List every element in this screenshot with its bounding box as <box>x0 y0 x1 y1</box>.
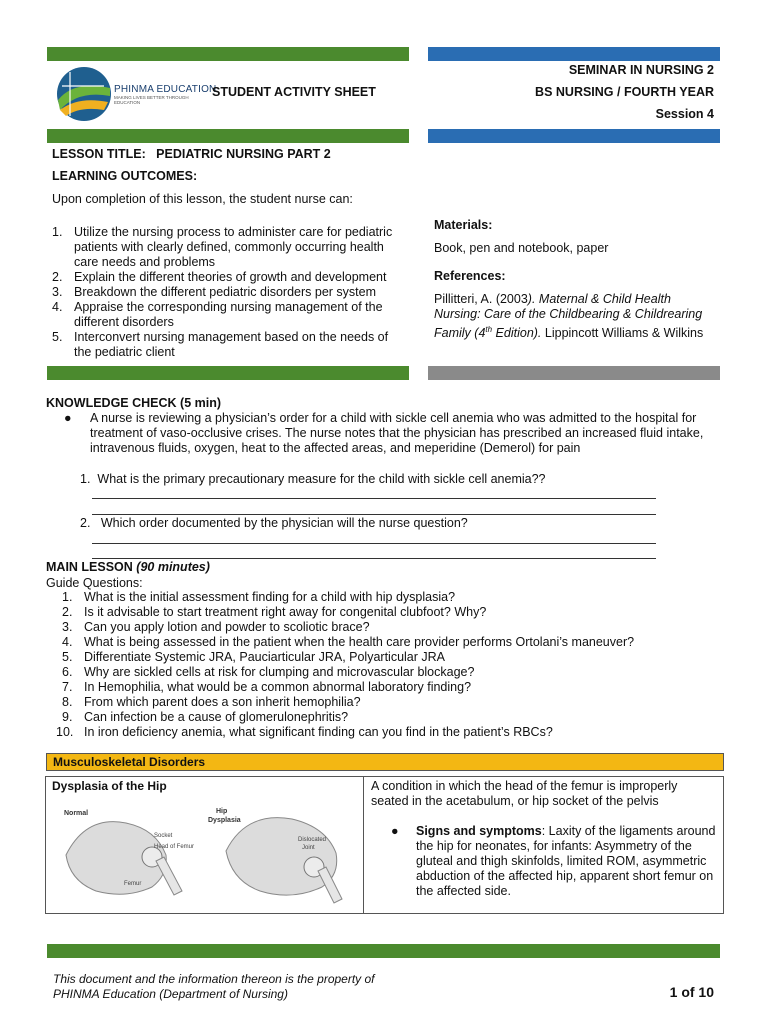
scenario-text: A nurse is reviewing a physician’s order for a child with sickle cell anemia who was admitted to the hospital for treatment of vaso-occlusive crises. The nurse notes that the physician has prescribed an increased fluid intake, intravenous fluids, oxygen, heat to the affected areas, and meperidine (Demerol) for pain <box>90 411 704 455</box>
references-label: References: <box>434 269 506 283</box>
list-item: 4. Appraise the corresponding nursing management of the different disorders <box>52 300 383 329</box>
answer-line[interactable] <box>92 558 656 559</box>
signs-and-symptoms: ● Signs and symptoms: Laxity of the ligaments around the hip for neonates, for infants: Asymmetry of the gluteal and thigh skinfolds, limited ROM, asymmetric abduction of the affected hip, apparent short femur on the affected side. <box>391 824 716 898</box>
disorder-image-cell <box>46 777 364 913</box>
fig-label-head-of-femur: Head of Femur <box>154 844 195 850</box>
outcomes-intro: Upon completion of this lesson, the student nurse can: <box>52 192 353 206</box>
hip-dysplasia-illustration <box>56 795 356 909</box>
fig-label-normal: Normal <box>64 810 89 817</box>
kc-question-1: 1. What is the primary precautionary measure for the child with sickle cell anemia?? <box>80 472 546 486</box>
phinma-logo <box>56 66 112 122</box>
list-item: 5. Differentiate Systemic JRA, Pauciarticular JRA, Polyarticular JRA <box>62 650 445 664</box>
guide-questions-list <box>56 590 720 740</box>
logo-text: PHINMA EDUCATION <box>114 84 217 95</box>
guide-questions-label: Guide Questions: <box>46 576 143 590</box>
materials-value: Book, pen and notebook, paper <box>434 241 609 255</box>
footer-bar <box>47 944 720 958</box>
list-item: 4. What is being assessed in the patient when the health care provider performs Ortolani’s maneuver? <box>62 635 635 649</box>
doc-type: STUDENT ACTIVITY SHEET <box>212 85 376 99</box>
program: BS NURSING / FOURTH YEAR <box>535 85 714 99</box>
header-bar-left <box>47 47 409 61</box>
list-item: 10. In iron deficiency anemia, what significant finding can you find in the patient’s RBCs? <box>56 725 553 739</box>
kc-question-2: 2. Which order documented by the physician will the nurse question? <box>80 516 468 530</box>
session: Session 4 <box>655 107 714 121</box>
answer-line[interactable] <box>92 498 656 499</box>
list-item: 9. Can infection be a cause of glomerulonephritis? <box>62 710 349 724</box>
scenario-bullet: ● A nurse is reviewing a physician’s order for a child with sickle cell anemia who was admitted to the hospital for treatment of vaso-occlusive crises. The nurse notes that the physician has prescribed an increased fluid intake, intravenous fluids, oxygen, heat to the affected areas, and meperidine (Demerol) for pain <box>64 411 720 456</box>
answer-line[interactable] <box>92 543 656 544</box>
list-item: 2. Explain the different theories of growth and development <box>52 270 387 284</box>
lesson-title <box>52 147 331 161</box>
disorder-name: Dysplasia of the Hip <box>52 779 167 793</box>
fig-label-femur: Femur <box>124 881 142 887</box>
fig-label-hip: Hip <box>216 808 228 815</box>
page-number: 1 of 10 <box>669 984 714 1000</box>
materials-label: Materials: <box>434 218 493 232</box>
disorder-definition: A condition in which the head of the femur is improperly seated in the acetabulum, or hip socket of the pelvis <box>371 779 678 808</box>
list-item: 3. Breakdown the different pediatric disorders per system <box>52 285 377 299</box>
main-lesson-heading: MAIN LESSON (90 minutes) <box>46 560 210 574</box>
logo-tagline: MAKING LIVES BETTER THROUGH EDUCATION <box>114 95 189 105</box>
footer-note: This document and the information thereon is the property of PHINMA Education (Department of Nursing) <box>53 972 375 1001</box>
list-item: 2. Is it advisable to start treatment right away for congenital clubfoot? Why? <box>62 605 487 619</box>
section-bar-right <box>428 366 720 380</box>
fig-label-joint: Joint <box>302 845 315 851</box>
lesson-title-label: LESSON TITLE: <box>52 147 146 161</box>
fig-label-dysplasia: Dysplasia <box>208 817 241 824</box>
phinma-logo-icon <box>56 66 112 122</box>
list-item: 1. Utilize the nursing process to administer care for pediatric patients with clearly defined, commonly occurring health care needs and problems <box>52 225 393 269</box>
list-item: 3. Can you apply lotion and powder to scoliotic brace? <box>62 620 370 634</box>
reference-entry: Pillitteri, A. (2003). Maternal & Child Health Nursing: Care of the Childbearing & Childrearing Family (4th Edition). Lippincott Williams & Wilkins <box>434 292 704 341</box>
answer-line[interactable] <box>92 514 656 515</box>
list-item: 1. What is the initial assessment finding for a child with hip dysplasia? <box>62 590 456 604</box>
divider-bar-right <box>428 129 720 143</box>
header-bar-right <box>428 47 720 61</box>
outcomes-label: LEARNING OUTCOMES: <box>52 169 198 183</box>
lesson-title-value: PEDIATRIC NURSING PART 2 <box>156 147 331 161</box>
list-item: 7. In Hemophilia, what would be a common abnormal laboratory finding? <box>62 680 472 694</box>
section-header-musculoskeletal: Musculoskeletal Disorders <box>46 753 724 771</box>
knowledge-check-heading: KNOWLEDGE CHECK (5 min) <box>46 396 221 410</box>
disorder-table <box>45 776 724 914</box>
list-item: 8. From which parent does a son inherit hemophilia? <box>62 695 361 709</box>
list-item: 6. Why are sickled cells at risk for clumping and microvascular blockage? <box>62 665 475 679</box>
course-title: SEMINAR IN NURSING 2 <box>568 63 714 77</box>
outcomes-list <box>46 225 404 360</box>
section-bar-left <box>47 366 409 380</box>
list-item: 5. Interconvert nursing management based on the needs of the pediatric client <box>52 330 389 359</box>
fig-label-dislocated: Dislocated <box>298 837 327 843</box>
fig-label-socket: Socket <box>154 833 173 839</box>
divider-bar-left <box>47 129 409 143</box>
